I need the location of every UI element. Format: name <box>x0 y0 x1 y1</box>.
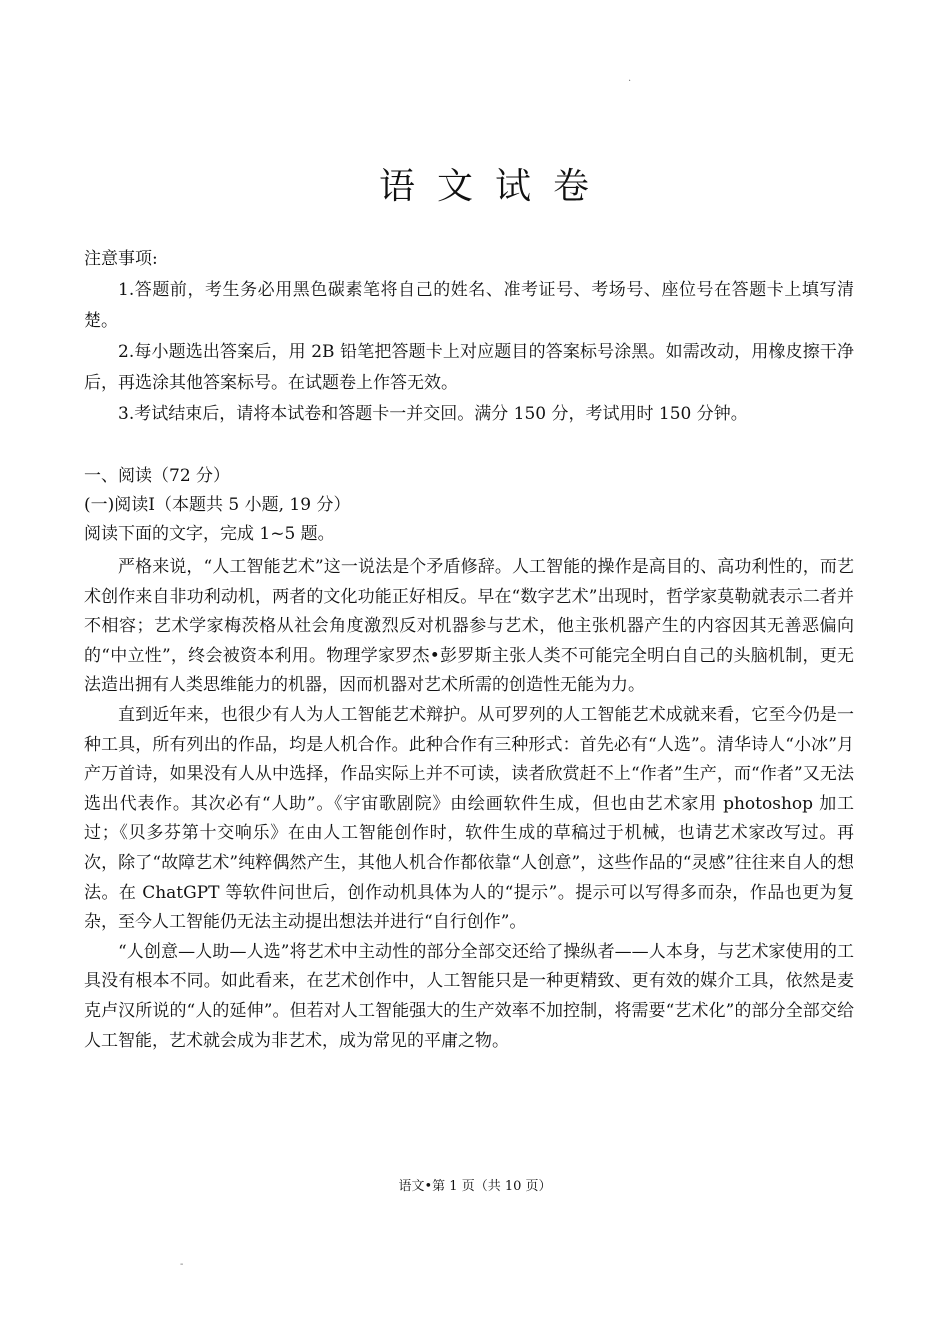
section-title: 一、阅读（72 分） <box>84 466 231 486</box>
article-paragraph: “人创意—人助—人选”将艺术中主动性的部分全部交还给了操纵者——人本身，与艺术家使用的工具没有根本不同。如此看来，在艺术创作中，人工智能只是一种更精致、更有效的媒介工具，依然是麦克卢汉所说的“人的延伸”。但若对人工智能强大的生产效率不加控制，将需要“艺术化”的部分全部交给人工智能，艺术就会成为非艺术，成为常见的平庸之物。 <box>84 941 854 1051</box>
article-paragraph: 直到近年来，也很少有人为人工智能艺术辩护。从可罗列的人工智能艺术成就来看，它至今仍是一种工具，所有列出的作品，均是人机合作。此种合作有三种形式：首先必有“人选”。清华诗人“小冰”月产万首诗，如果没有人从中选择，作品实际上并不可读，读者欣赏赶不上“作者”生产，而“作者”又无法选出代表作。其次必有“人助”。《宇宙歌剧院》由绘画软件生成，但也由艺术家用 photoshop 加工过；《贝多芬第十交响乐》在由人工智能创作时，软件生成的草稿过于机械，也请艺术家改写过。再次，除了“故障艺术”纯粹偶然产生，其他人机合作都依靠“人创意”，这些作品的“灵感”往往来自人的想法。在 ChatGPT 等软件问世后，创作动机具体为人的“提示”。提示可以写得多而杂，作品也更为复杂，至今人工智能仍无法主动提出想法并进行“自行创作”。 <box>84 704 854 933</box>
reading-section-header <box>84 462 854 549</box>
note-item: 3.考试结束后，请将本试卷和答题卡一并交回。满分 150 分，考试用时 150 分钟。 <box>118 404 748 424</box>
page-footer: 语文•第 1 页（共 10 页） <box>398 1179 552 1194</box>
notes-section <box>84 244 854 430</box>
section-subtitle: (一)阅读Ⅰ（本题共 5 小题, 19 分） <box>84 495 351 515</box>
header-mark: . <box>628 73 632 84</box>
note-item: 2.每小题选出答案后，用 2B 铅笔把答题卡上对应题目的答案标号涂黑。如需改动，用橡皮擦干净后，再选涂其他答案标号。在试题卷上作答无效。 <box>84 342 854 393</box>
footer-mark: - <box>180 1259 184 1270</box>
reading-article <box>84 553 854 1056</box>
note-item: 1.答题前，考生务必用黑色碳素笔将自己的姓名、准考证号、考场号、座位号在答题卡上填写清楚。 <box>84 280 854 331</box>
notes-heading: 注意事项: <box>84 249 158 269</box>
page-title: 语文试卷 <box>378 166 611 207</box>
section-instruction: 阅读下面的文字，完成 1~5 题。 <box>84 524 335 544</box>
article-paragraph: 严格来说，“人工智能艺术”这一说法是个矛盾修辞。人工智能的操作是高目的、高功利性的，而艺术创作来自非功利动机，两者的文化功能正好相反。早在“数字艺术”出现时，哲学家莫勒就表示二者并不相容；艺术学家梅茨格从社会角度激烈反对机器参与艺术，他主张机器产生的内容因其无善恶偏向的“中立性”，终会被资本利用。物理学家罗杰•彭罗斯主张人类不可能完全明白自己的头脑机制，更无法造出拥有人类思维能力的机器，因而机器对艺术所需的创造性无能为力。 <box>84 557 854 696</box>
